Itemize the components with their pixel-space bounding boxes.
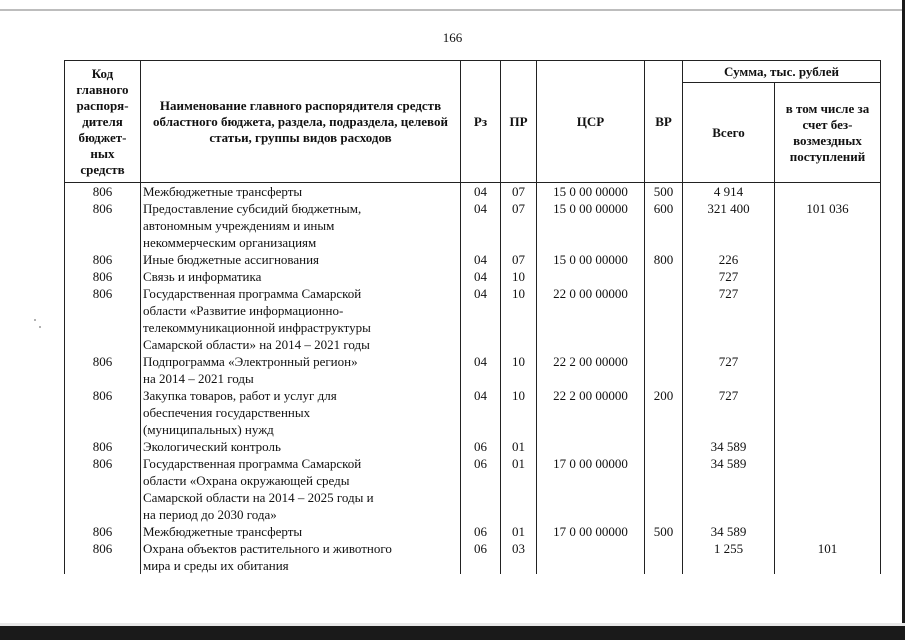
cell-name: Связь и информатика bbox=[141, 268, 461, 285]
table-row bbox=[65, 200, 881, 251]
cell-total: 226 bbox=[683, 251, 775, 268]
cell-rz: 06 bbox=[461, 540, 501, 574]
cell-code: 806 bbox=[65, 387, 141, 438]
cell-incl bbox=[775, 455, 881, 523]
table-body bbox=[65, 183, 881, 575]
scan-top-line bbox=[0, 9, 905, 11]
header-total: Всего bbox=[683, 83, 775, 183]
cell-code: 806 bbox=[65, 523, 141, 540]
cell-csr: 15 0 00 00000 bbox=[537, 200, 645, 251]
cell-vr: 500 bbox=[645, 183, 683, 201]
cell-csr: 22 0 00 00000 bbox=[537, 285, 645, 353]
cell-pr: 01 bbox=[501, 438, 537, 455]
cell-code: 806 bbox=[65, 285, 141, 353]
table-row bbox=[65, 455, 881, 523]
cell-incl bbox=[775, 387, 881, 438]
header-sum: Сумма, тыс. рублей bbox=[683, 61, 881, 83]
header-code: Код главного распоря-дителя бюджет-ных средств bbox=[65, 61, 141, 183]
cell-pr: 10 bbox=[501, 387, 537, 438]
cell-pr: 10 bbox=[501, 268, 537, 285]
cell-rz: 04 bbox=[461, 183, 501, 201]
cell-csr: 15 0 00 00000 bbox=[537, 183, 645, 201]
cell-incl bbox=[775, 285, 881, 353]
cell-total: 34 589 bbox=[683, 455, 775, 523]
cell-code: 806 bbox=[65, 540, 141, 574]
cell-pr: 01 bbox=[501, 523, 537, 540]
cell-total: 321 400 bbox=[683, 200, 775, 251]
cell-incl: 101 036 bbox=[775, 200, 881, 251]
cell-csr: 17 0 00 00000 bbox=[537, 455, 645, 523]
cell-incl bbox=[775, 438, 881, 455]
cell-pr: 07 bbox=[501, 183, 537, 201]
cell-rz: 04 bbox=[461, 285, 501, 353]
cell-total: 727 bbox=[683, 353, 775, 387]
scan-speck bbox=[34, 319, 36, 321]
cell-total: 34 589 bbox=[683, 523, 775, 540]
cell-total: 4 914 bbox=[683, 183, 775, 201]
cell-csr: 15 0 00 00000 bbox=[537, 251, 645, 268]
cell-vr: 500 bbox=[645, 523, 683, 540]
header-incl: в том числе за счет без-возмездных поступлений bbox=[775, 83, 881, 183]
cell-pr: 07 bbox=[501, 200, 537, 251]
cell-name: Государственная программа Самарской области «Охрана окружающей среды Самарской области на 2014 – 2025 годы и на период до 2030 года» bbox=[141, 455, 461, 523]
header-vr: ВР bbox=[645, 61, 683, 183]
cell-rz: 04 bbox=[461, 387, 501, 438]
cell-csr: 22 2 00 00000 bbox=[537, 387, 645, 438]
header-name: Наименование главного распорядителя средств областного бюджета, раздела, подраздела, целевой статьи, группы видов расходов bbox=[141, 61, 461, 183]
cell-name: Межбюджетные трансферты bbox=[141, 183, 461, 201]
table-row bbox=[65, 523, 881, 540]
cell-total: 727 bbox=[683, 387, 775, 438]
cell-rz: 06 bbox=[461, 523, 501, 540]
cell-name: Подпрограмма «Электронный регион» на 2014 – 2021 годы bbox=[141, 353, 461, 387]
cell-pr: 01 bbox=[501, 455, 537, 523]
cell-incl bbox=[775, 523, 881, 540]
budget-table bbox=[64, 60, 881, 574]
cell-total: 727 bbox=[683, 285, 775, 353]
cell-total: 34 589 bbox=[683, 438, 775, 455]
table-header bbox=[65, 61, 881, 183]
cell-incl: 101 bbox=[775, 540, 881, 574]
cell-incl bbox=[775, 183, 881, 201]
cell-incl bbox=[775, 268, 881, 285]
header-csr: ЦСР bbox=[537, 61, 645, 183]
page-number: 166 bbox=[442, 30, 463, 45]
cell-code: 806 bbox=[65, 183, 141, 201]
header-pr: ПР bbox=[501, 61, 537, 183]
cell-code: 806 bbox=[65, 268, 141, 285]
cell-total: 1 255 bbox=[683, 540, 775, 574]
table-row bbox=[65, 268, 881, 285]
cell-rz: 06 bbox=[461, 438, 501, 455]
cell-name: Иные бюджетные ассигнования bbox=[141, 251, 461, 268]
cell-name: Предоставление субсидий бюджетным, автономным учреждениям и иным некоммерческим организациям bbox=[141, 200, 461, 251]
table-row bbox=[65, 251, 881, 268]
cell-rz: 04 bbox=[461, 353, 501, 387]
cell-vr: 200 bbox=[645, 387, 683, 438]
cell-name: Государственная программа Самарской области «Развитие информационно- телекоммуникационной инфраструктуры Самарской области» на 2014 – 2021 годы bbox=[141, 285, 461, 353]
table-row bbox=[65, 353, 881, 387]
cell-csr bbox=[537, 268, 645, 285]
table-row bbox=[65, 540, 881, 574]
cell-rz: 04 bbox=[461, 251, 501, 268]
cell-pr: 10 bbox=[501, 353, 537, 387]
cell-total: 727 bbox=[683, 268, 775, 285]
cell-name: Охрана объектов растительного и животного мира и среды их обитания bbox=[141, 540, 461, 574]
table-row bbox=[65, 183, 881, 201]
cell-vr bbox=[645, 285, 683, 353]
cell-vr bbox=[645, 540, 683, 574]
cell-vr bbox=[645, 455, 683, 523]
cell-name: Экологический контроль bbox=[141, 438, 461, 455]
cell-pr: 10 bbox=[501, 285, 537, 353]
cell-rz: 06 bbox=[461, 455, 501, 523]
cell-vr: 600 bbox=[645, 200, 683, 251]
cell-vr bbox=[645, 353, 683, 387]
cell-vr bbox=[645, 268, 683, 285]
cell-vr: 800 bbox=[645, 251, 683, 268]
cell-incl bbox=[775, 353, 881, 387]
cell-csr: 22 2 00 00000 bbox=[537, 353, 645, 387]
cell-csr bbox=[537, 540, 645, 574]
table-row bbox=[65, 387, 881, 438]
cell-csr bbox=[537, 438, 645, 455]
cell-rz: 04 bbox=[461, 268, 501, 285]
cell-rz: 04 bbox=[461, 200, 501, 251]
cell-code: 806 bbox=[65, 438, 141, 455]
cell-pr: 07 bbox=[501, 251, 537, 268]
cell-csr: 17 0 00 00000 bbox=[537, 523, 645, 540]
scan-speck bbox=[39, 326, 41, 328]
cell-code: 806 bbox=[65, 251, 141, 268]
cell-name: Межбюджетные трансферты bbox=[141, 523, 461, 540]
table-row bbox=[65, 438, 881, 455]
cell-incl bbox=[775, 251, 881, 268]
cell-name: Закупка товаров, работ и услуг для обеспечения государственных (муниципальных) нужд bbox=[141, 387, 461, 438]
scan-bottom-edge bbox=[0, 626, 905, 640]
cell-vr bbox=[645, 438, 683, 455]
table-row bbox=[65, 285, 881, 353]
cell-code: 806 bbox=[65, 200, 141, 251]
cell-code: 806 bbox=[65, 353, 141, 387]
cell-pr: 03 bbox=[501, 540, 537, 574]
header-rz: Рз bbox=[461, 61, 501, 183]
cell-code: 806 bbox=[65, 455, 141, 523]
